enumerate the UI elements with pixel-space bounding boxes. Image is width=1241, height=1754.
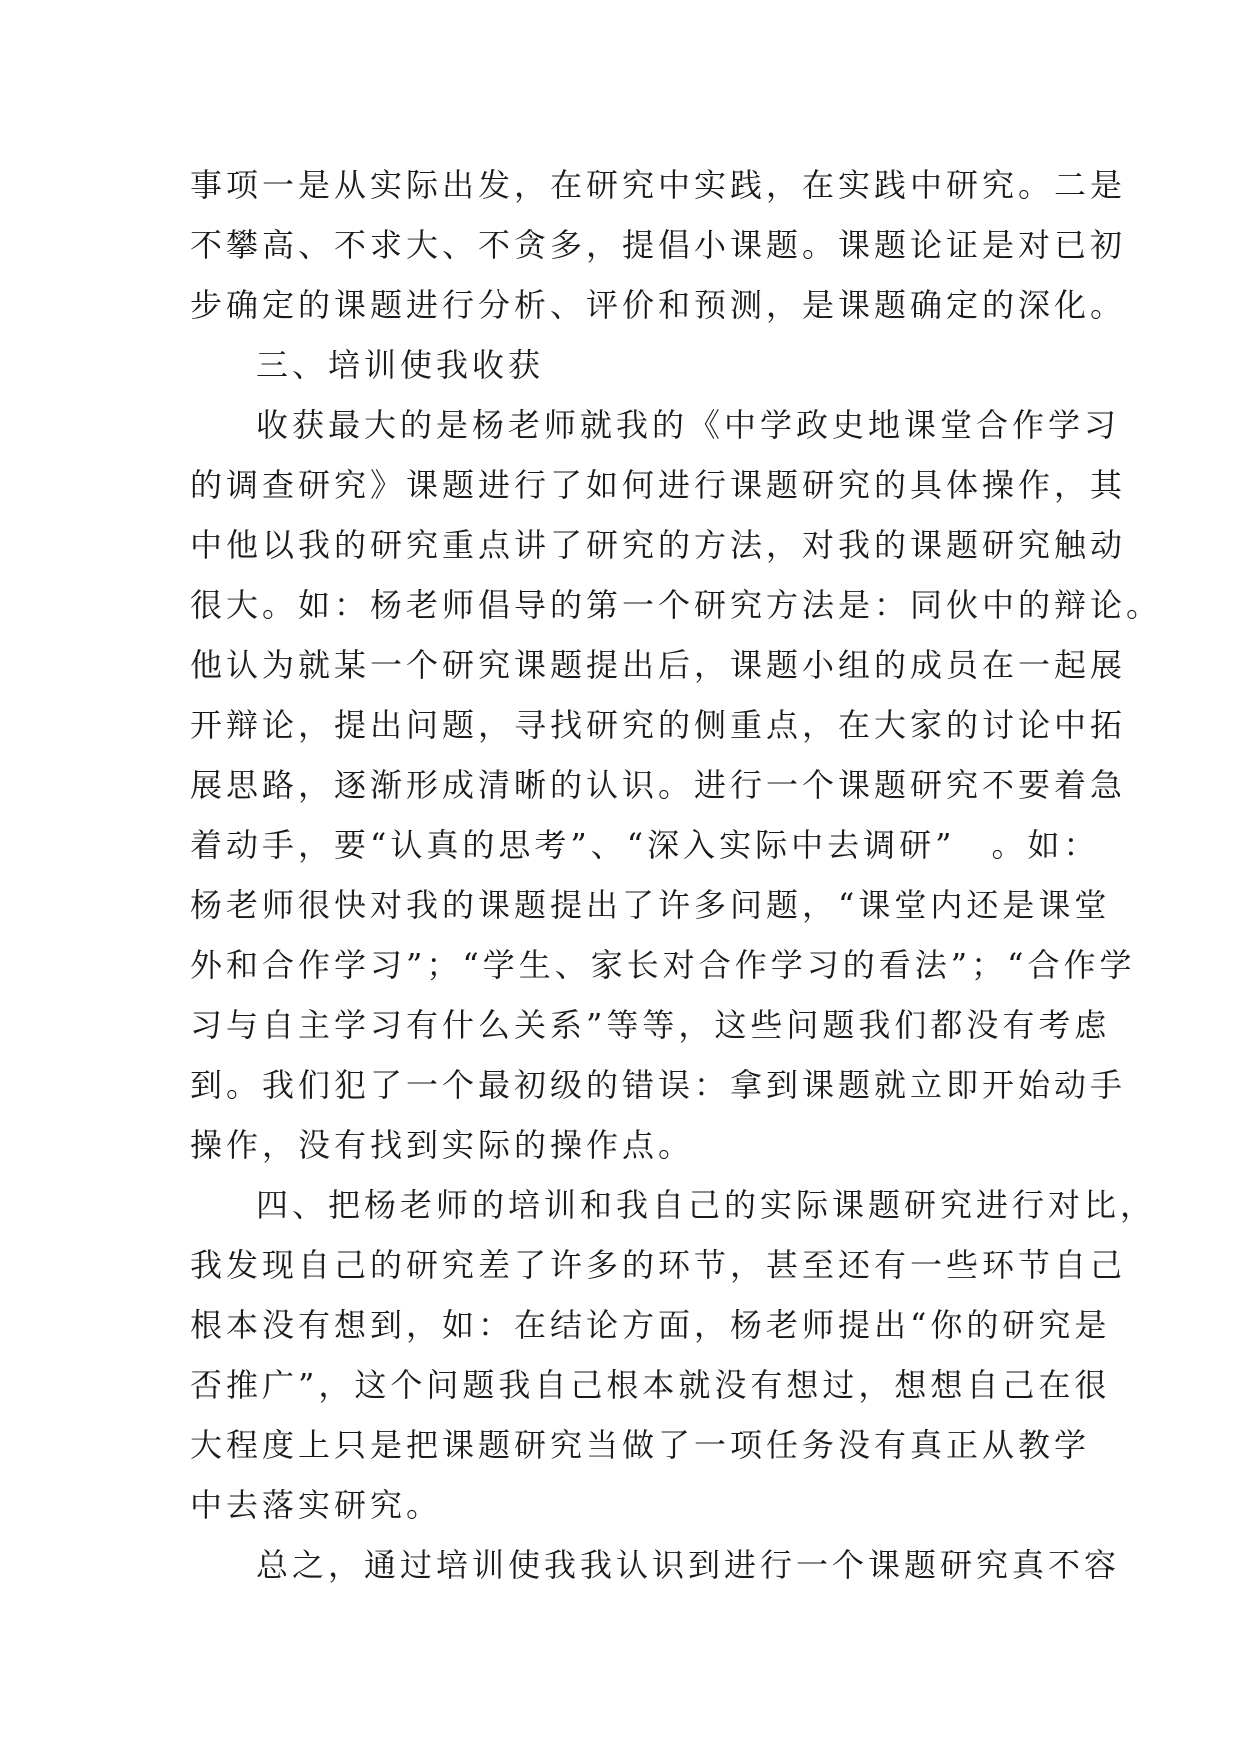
text-line: 操作，没有找到实际的操作点。 bbox=[190, 1126, 695, 1164]
text-line: 外和合作学习”；“学生、家长对合作学习的看法”；“合作学 bbox=[190, 946, 1136, 984]
text-line: 的调查研究》课题进行了如何进行课题研究的具体操作，其 bbox=[190, 466, 1127, 504]
section-heading-3: 三、培训使我收获 bbox=[256, 346, 545, 384]
text-line: 习与自主学习有什么关系”等等，这些问题我们都没有考虑 bbox=[190, 1006, 1111, 1044]
text-line: 开辩论，提出问题，寻找研究的侧重点，在大家的讨论中拓 bbox=[190, 706, 1127, 744]
text-line: 到。我们犯了一个最初级的错误：拿到课题就立即开始动手 bbox=[190, 1066, 1127, 1104]
text-line: 否推广”，这个问题我自己根本就没有想过，想想自己在很 bbox=[190, 1366, 1111, 1404]
text-line: 着动手，要“认真的思考”、“深入实际中去调研” 。如： bbox=[190, 826, 1100, 864]
text-line: 大程度上只是把课题研究当做了一项任务没有真正从教学 bbox=[190, 1426, 1091, 1464]
text-line: 根本没有想到，如：在结论方面，杨老师提出“你的研究是 bbox=[190, 1306, 1111, 1344]
text-line: 步确定的课题进行分析、评价和预测，是课题确定的深化。 bbox=[190, 286, 1127, 324]
text-line: 我发现自己的研究差了许多的环节，甚至还有一些环节自己 bbox=[190, 1246, 1127, 1284]
text-line: 很大。如：杨老师倡导的第一个研究方法是：同伙中的辩论。 bbox=[190, 586, 1163, 624]
paragraph-start: 收获最大的是杨老师就我的《中学政史地课堂合作学习 bbox=[256, 406, 1121, 444]
text-line: 不攀高、不求大、不贪多，提倡小课题。课题论证是对已初 bbox=[190, 226, 1127, 264]
document-body bbox=[190, 155, 1163, 1595]
paragraph-start: 总之，通过培训使我我认识到进行一个课题研究真不容 bbox=[256, 1546, 1121, 1584]
text-line: 中去落实研究。 bbox=[190, 1486, 443, 1524]
text-line: 杨老师很快对我的课题提出了许多问题，“课堂内还是课堂 bbox=[190, 886, 1111, 924]
text-line: 他认为就某一个研究课题提出后，课题小组的成员在一起展 bbox=[190, 646, 1127, 684]
text-line: 展思路，逐渐形成清晰的认识。进行一个课题研究不要着急 bbox=[190, 766, 1127, 804]
section-heading-4: 四、把杨老师的培训和我自己的实际课题研究进行对比， bbox=[256, 1186, 1157, 1224]
text-line: 中他以我的研究重点讲了研究的方法，对我的课题研究触动 bbox=[190, 526, 1127, 564]
text-line: 事项一是从实际出发，在研究中实践，在实践中研究。二是 bbox=[190, 166, 1127, 204]
